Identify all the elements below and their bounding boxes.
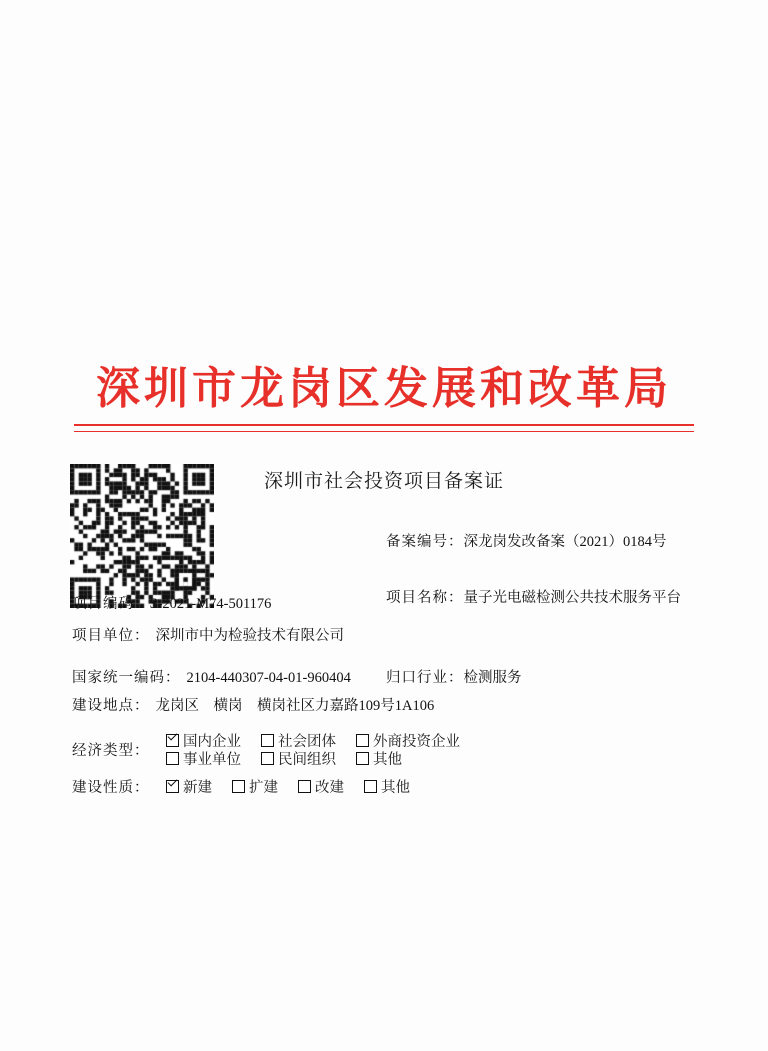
national-code-label: 国家统一编码： [72, 670, 181, 686]
checkbox-label: 扩建 [249, 780, 278, 796]
qr-code [70, 464, 214, 608]
project-code-row [72, 594, 271, 614]
checkbox-box-icon[interactable] [166, 780, 179, 793]
project-name-row [386, 588, 681, 608]
checkbox-box-icon[interactable] [166, 734, 179, 747]
project-name-label: 项目名称： [386, 590, 464, 606]
checkbox-label: 其他 [373, 752, 402, 768]
checkbox-other-nature[interactable] [364, 776, 410, 797]
construction-nature-label: 建设性质： [72, 780, 150, 796]
checkbox-box-icon[interactable] [356, 752, 369, 765]
checkbox-label: 国内企业 [183, 734, 241, 750]
checkbox-civil-organization[interactable] [261, 748, 336, 769]
industry-value: 检测服务 [463, 670, 522, 686]
checkbox-label: 民间组织 [278, 752, 336, 768]
national-code-row [72, 668, 351, 688]
construction-nature-options-row [166, 776, 430, 797]
checkbox-box-icon[interactable] [232, 780, 245, 793]
checkbox-box-icon[interactable] [298, 780, 311, 793]
checkbox-label: 社会团体 [278, 734, 336, 750]
header-divider-thick [74, 424, 694, 426]
checkbox-public-institution[interactable] [166, 748, 241, 769]
checkbox-box-icon[interactable] [364, 780, 377, 793]
economic-type-options-row-2 [166, 748, 422, 769]
project-code-value: S-2021-M74-501176 [149, 596, 272, 612]
project-unit-value: 深圳市中为检验技术有限公司 [155, 628, 344, 644]
checkbox-expansion[interactable] [232, 776, 278, 797]
construction-site-value: 龙岗区 横岗 横岗社区力嘉路109号1A106 [155, 698, 435, 714]
checkbox-box-icon[interactable] [356, 734, 369, 747]
project-unit-row [72, 626, 344, 646]
checkbox-other-economic-type[interactable] [356, 748, 402, 769]
checkbox-box-icon[interactable] [261, 734, 274, 747]
registration-number-value: 深龙岗发改备案（2021）0184号 [463, 534, 667, 550]
checkbox-label: 改建 [315, 780, 344, 796]
industry-row [386, 668, 522, 688]
project-name-value: 量子光电磁检测公共技术服务平台 [463, 590, 681, 606]
project-code-label: 项目编码： [72, 596, 150, 612]
checkbox-label: 外商投资企业 [373, 734, 460, 750]
registration-number-label: 备案编号： [386, 534, 464, 550]
checkbox-label: 事业单位 [183, 752, 241, 768]
header-divider-thin [74, 431, 694, 432]
national-code-value: 2104-440307-04-01-960404 [186, 670, 351, 686]
registration-number-row [386, 532, 667, 552]
issuing-authority-title: 深圳市龙岗区发展和改革局 [96, 363, 672, 414]
checkbox-new-construction[interactable] [166, 776, 212, 797]
certificate-title: 深圳市社会投资项目备案证 [263, 471, 504, 492]
checkbox-renovation[interactable] [298, 776, 344, 797]
checkbox-box-icon[interactable] [261, 752, 274, 765]
industry-label: 归口行业： [386, 670, 464, 686]
checkbox-box-icon[interactable] [166, 752, 179, 765]
project-unit-label: 项目单位： [72, 628, 150, 644]
construction-site-label: 建设地点： [72, 698, 150, 714]
economic-type-label: 经济类型： [72, 743, 150, 759]
checkbox-label: 其他 [381, 780, 410, 796]
construction-site-row [72, 696, 434, 716]
checkbox-label: 新建 [183, 780, 212, 796]
